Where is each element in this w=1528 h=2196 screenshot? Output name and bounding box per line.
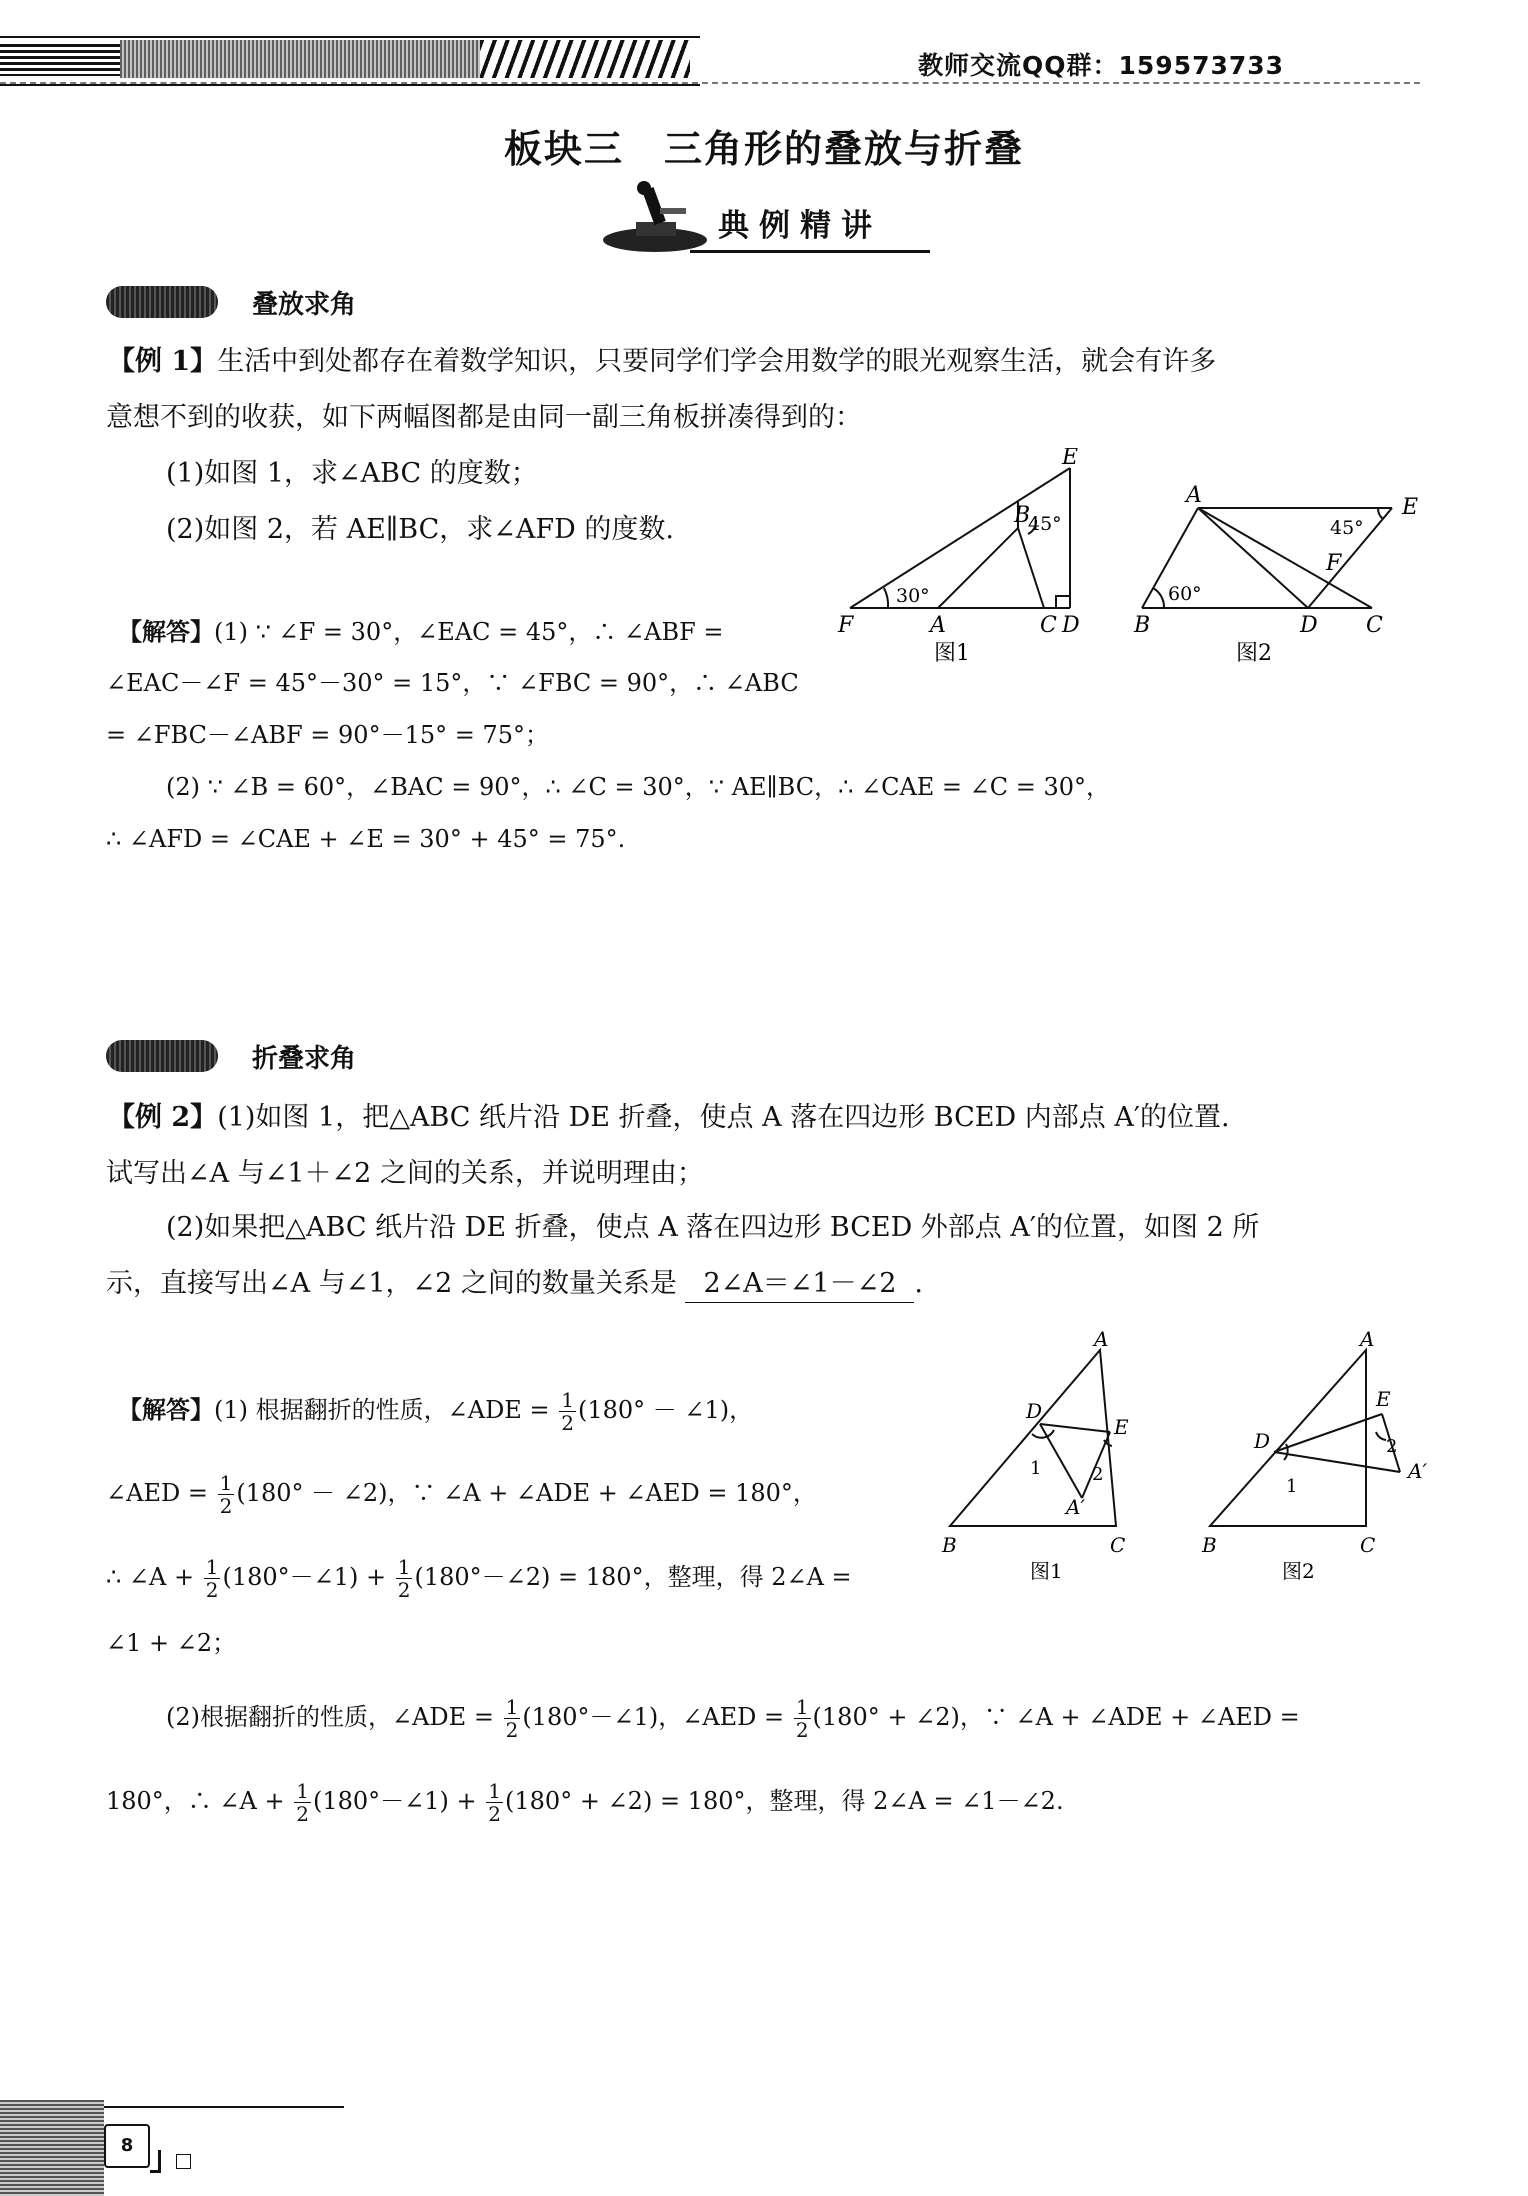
angle-label: 30° <box>896 585 930 607</box>
figure-set-square-1 <box>830 448 1110 678</box>
point-label: C <box>1040 613 1057 638</box>
example-paragraph <box>108 334 1216 389</box>
example-text: 试写出∠A 与∠1＋∠2 之间的关系，并说明理由； <box>106 1158 704 1189</box>
figure-line <box>1018 528 1044 608</box>
point-label: E <box>1062 448 1079 470</box>
answer-text: (180° + ∠2)，∵ ∠A + ∠ADE + ∠AED = <box>812 1703 1300 1731</box>
section-heading: 叠放求角 <box>252 290 357 320</box>
footer-rule <box>104 2106 344 2108</box>
point-label: D <box>1062 613 1080 638</box>
figure-triangle <box>950 1350 1116 1526</box>
angle-label: 1 <box>1030 1458 1042 1479</box>
answer-label: 【解答】 <box>118 617 214 646</box>
example-text: . <box>914 1268 923 1299</box>
example-text: 示，直接写出∠A 与∠1，∠2 之间的数量关系是 <box>106 1268 677 1299</box>
angle-label: 45° <box>1330 517 1364 539</box>
answer-text: (180°－∠2) = 180°，整理，得 2∠A = <box>414 1563 852 1591</box>
point-label: A <box>1094 1330 1109 1351</box>
answer-line: ∠1 + ∠2； <box>106 1629 237 1657</box>
example-label: 【例 1】 <box>108 346 218 377</box>
figure-line <box>1198 508 1308 608</box>
angle-arc <box>1284 1444 1288 1460</box>
figure-fold-inside <box>930 1330 1160 1590</box>
example-paragraph <box>108 1090 1230 1145</box>
answer-blank: 2∠A＝∠1－∠2 <box>685 1266 914 1303</box>
point-label: B <box>1134 613 1151 638</box>
fraction: $\frac{1}{2}$ <box>561 1388 574 1435</box>
answer-line <box>166 1690 1300 1745</box>
answer-text: (1) ∵ ∠F = 30°，∠EAC = 45°，∴ ∠ABF = <box>214 618 724 646</box>
section-heading: 折叠求角 <box>252 1044 357 1074</box>
answer-text: (2)根据翻折的性质，∠ADE = <box>166 1703 494 1731</box>
figure-triangle <box>1210 1350 1366 1526</box>
answer-label: 【解答】 <box>118 1395 214 1424</box>
answer-text: (180°－∠1)，∠AED = <box>522 1703 785 1731</box>
answer-line <box>106 1550 852 1605</box>
figure-caption: 图2 <box>1236 641 1272 666</box>
figure-line <box>938 528 1018 608</box>
point-label: D <box>1026 1399 1043 1423</box>
point-label: D <box>1254 1429 1271 1453</box>
point-label: A′ <box>1066 1495 1085 1519</box>
angle-label: 2 <box>1386 1436 1398 1457</box>
point-label: E <box>1376 1387 1391 1411</box>
answer-text: (180° + ∠2) = 180°，整理，得 2∠A = ∠1－∠2. <box>505 1787 1064 1815</box>
footer-decoration <box>150 2150 161 2173</box>
section-badge <box>106 286 218 318</box>
answer-line <box>118 604 724 660</box>
answer-text: (180°－∠1) + <box>222 1563 387 1591</box>
example-text: (1)如图 1，把△ABC 纸片沿 DE 折叠，使点 A 落在四边形 BCED 内部点 A′的位置. <box>217 1102 1230 1133</box>
angle-label: 2 <box>1092 1464 1104 1485</box>
point-label: A <box>1360 1330 1375 1351</box>
point-label: C <box>1366 613 1383 638</box>
microscope-icon <box>600 178 710 258</box>
page-title: 板块三 三角形的叠放与折叠 <box>503 126 1024 171</box>
answer-text: ∠AED = <box>106 1479 208 1507</box>
answer-text: (180°－∠1) + <box>313 1787 477 1815</box>
figure-line <box>1274 1452 1400 1472</box>
point-label: A <box>1186 483 1202 508</box>
fraction: $\frac{1}{2}$ <box>397 1555 411 1602</box>
point-label: B <box>942 1533 957 1557</box>
fraction: $\frac{1}{2}$ <box>296 1779 309 1826</box>
fraction: $\frac{1}{2}$ <box>795 1695 809 1742</box>
section-badge <box>106 1040 218 1072</box>
angle-arc <box>1376 1432 1386 1440</box>
answer-line: (2) ∵ ∠B = 60°，∠BAC = 90°，∴ ∠C = 30°，∵ AE∥BC，∴ ∠CAE = ∠C = 30°， <box>166 773 1111 801</box>
header-divider <box>0 82 1420 84</box>
point-label: E <box>1402 495 1419 520</box>
answer-line <box>106 1774 1064 1829</box>
example-text: (2)如果把△ABC 纸片沿 DE 折叠，使点 A 落在四边形 BCED 外部点 A′的位置，如图 2 所 <box>166 1212 1260 1243</box>
point-label: E <box>1114 1415 1129 1439</box>
point-label: B <box>1202 1533 1217 1557</box>
answer-text: (1) 根据翻折的性质，∠ADE = <box>214 1396 550 1424</box>
page-number: 8 <box>104 2124 150 2168</box>
answer-line: = ∠FBC－∠ABF = 90°－15° = 75°； <box>106 721 550 749</box>
footer-square-icon <box>176 2154 191 2169</box>
figure-caption: 图2 <box>1282 1559 1315 1583</box>
subtitle-underline <box>690 250 930 253</box>
point-label: C <box>1360 1533 1376 1557</box>
point-label: A <box>930 613 946 638</box>
point-label: C <box>1110 1533 1126 1557</box>
angle-arc <box>884 588 888 608</box>
answer-line: ∠EAC－∠F = 45°－30° = 15°，∵ ∠FBC = 90°，∴ ∠ABC <box>106 669 799 697</box>
point-label: A′ <box>1408 1459 1427 1483</box>
header-decoration <box>480 40 690 78</box>
example-text <box>106 1256 923 1311</box>
footer-decoration <box>0 2100 104 2196</box>
angle-arc <box>1378 508 1383 519</box>
point-label: D <box>1300 613 1318 638</box>
fold-line <box>1040 1424 1110 1432</box>
angle-arc <box>1153 588 1164 608</box>
fraction: $\frac{1}{2}$ <box>205 1555 219 1602</box>
right-angle-mark <box>1056 596 1070 608</box>
answer-line: ∴ ∠AFD = ∠CAE + ∠E = 30° + 45° = 75°. <box>106 825 626 853</box>
header-decoration <box>120 40 480 78</box>
figure-caption: 图1 <box>934 641 970 666</box>
answer-line <box>118 1382 753 1438</box>
point-label: F <box>1326 551 1342 576</box>
angle-label: 60° <box>1168 583 1202 605</box>
example-text: 意想不到的收获，如下两幅图都是由同一副三角板拼凑得到的： <box>106 402 862 433</box>
point-label: F <box>838 613 854 638</box>
answer-text: (180° － ∠2)，∵ ∠A + ∠ADE + ∠AED = 180°， <box>236 1479 817 1507</box>
example-text: 生活中到处都存在着数学知识，只要同学们学会用数学的眼光观察生活，就会有许多 <box>217 346 1217 377</box>
angle-label: 45° <box>1028 513 1062 535</box>
figure-set-square-2 <box>1130 478 1430 678</box>
question-1: (1)如图 1，求∠ABC 的度数； <box>166 458 538 489</box>
header-decoration <box>0 44 120 76</box>
example-label: 【例 2】 <box>108 1102 218 1133</box>
point-label: B <box>1014 503 1031 528</box>
answer-text: 180°，∴ ∠A + <box>106 1787 285 1815</box>
figure-line <box>1040 1424 1082 1498</box>
answer-line <box>106 1466 817 1521</box>
answer-text: ∴ ∠A + <box>106 1563 195 1591</box>
header-qq-group: 教师交流QQ群：159573733 <box>918 51 1285 80</box>
angle-label: 1 <box>1286 1476 1298 1497</box>
section-subtitle: 典例精讲 <box>718 208 882 244</box>
figure-fold-outside <box>1190 1330 1440 1590</box>
fraction: $\frac{1}{2}$ <box>219 1471 233 1518</box>
question-2: (2)如图 2，若 AE∥BC，求∠AFD 的度数. <box>166 514 674 545</box>
figure-caption: 图1 <box>1030 1559 1063 1583</box>
fraction: $\frac{1}{2}$ <box>488 1779 502 1826</box>
fraction: $\frac{1}{2}$ <box>505 1695 519 1742</box>
answer-text: (180° － ∠1)， <box>577 1396 754 1424</box>
